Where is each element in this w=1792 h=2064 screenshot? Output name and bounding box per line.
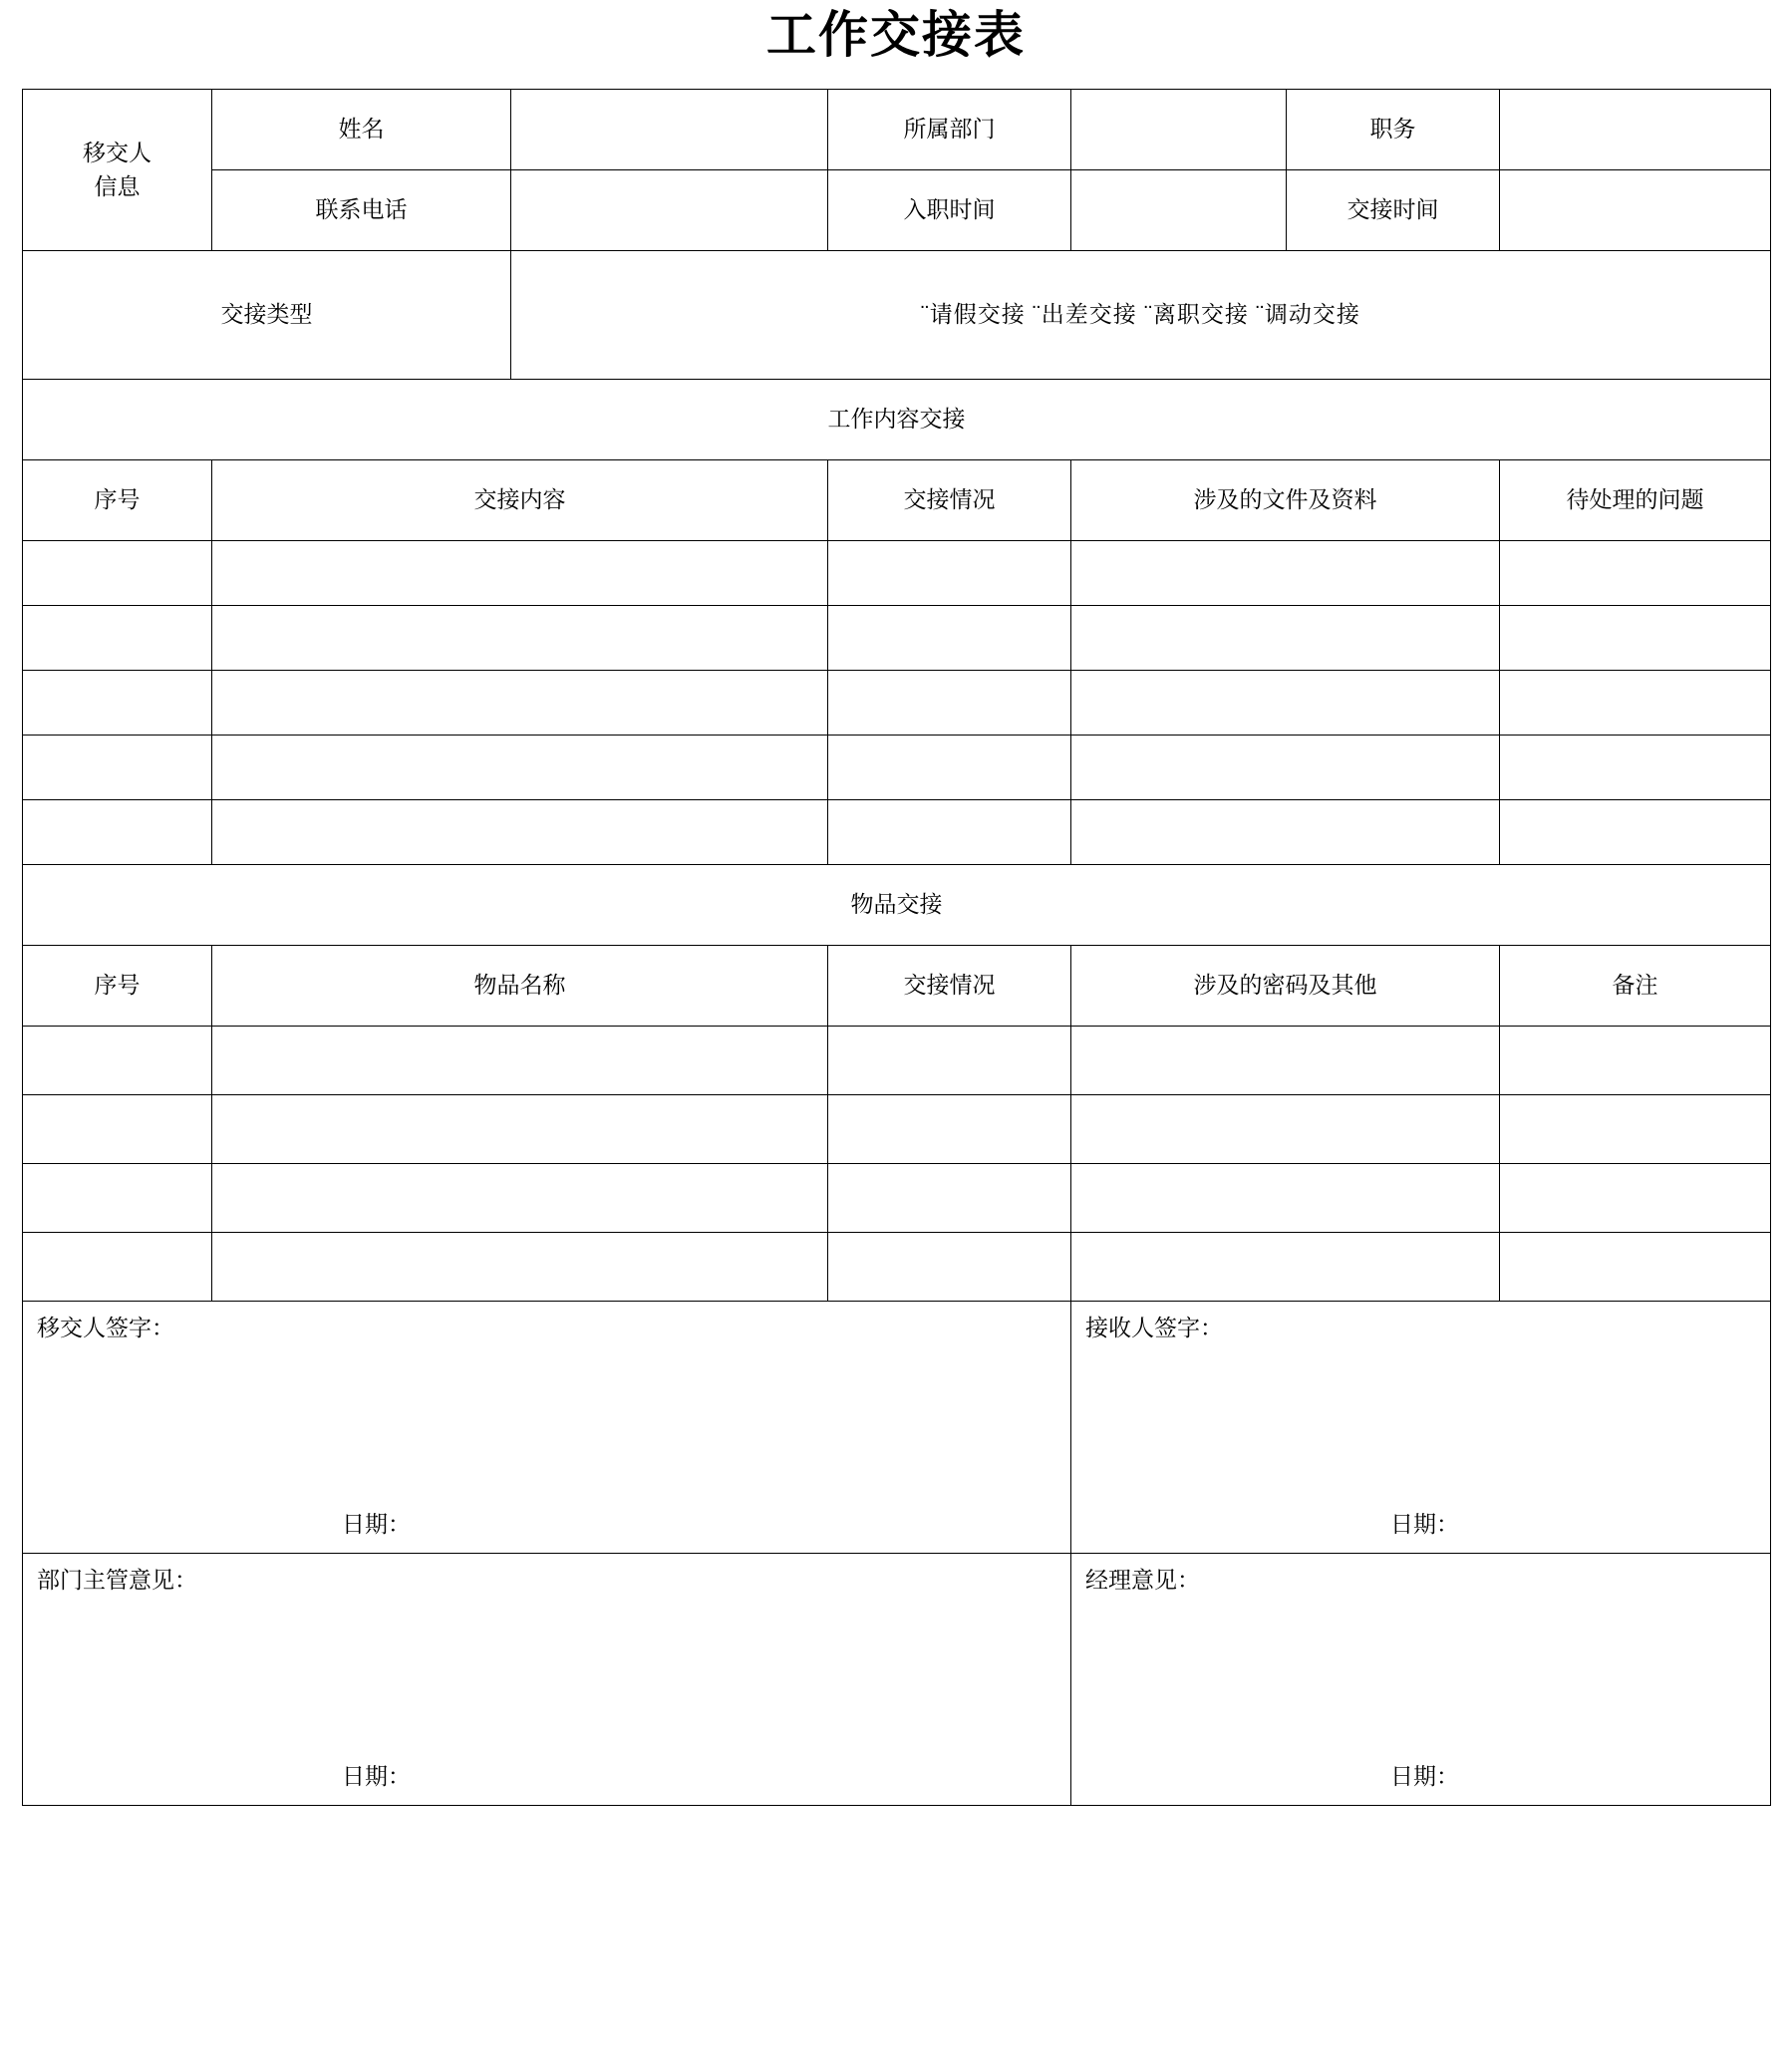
supervisor-opinion-date: 日期： — [342, 1762, 411, 1789]
supervisor-opinion-cell[interactable] — [23, 1554, 1071, 1806]
items-cell-password[interactable] — [1071, 1027, 1500, 1095]
table-row — [23, 1027, 1771, 1095]
transferor-section-label-line1: 移交人 — [83, 140, 151, 166]
table-row — [23, 460, 1771, 541]
work-cell-content[interactable] — [212, 606, 828, 671]
items-header-remark: 备注 — [1500, 946, 1771, 1027]
items-cell-password[interactable] — [1071, 1233, 1500, 1302]
work-cell-pending[interactable] — [1500, 800, 1771, 865]
items-cell-index[interactable] — [23, 1164, 212, 1233]
items-cell-status[interactable] — [828, 1233, 1071, 1302]
work-cell-status[interactable] — [828, 541, 1071, 606]
work-header-status: 交接情况 — [828, 460, 1071, 541]
transferor-signature-cell[interactable] — [23, 1302, 1071, 1554]
work-cell-index[interactable] — [23, 800, 212, 865]
table-row — [23, 1164, 1771, 1233]
table-row — [23, 671, 1771, 736]
items-cell-name[interactable] — [212, 1095, 828, 1164]
transferor-signature-label: 移交人签字： — [37, 1315, 174, 1340]
handover-form-table — [22, 89, 1771, 1806]
work-cell-pending[interactable] — [1500, 606, 1771, 671]
items-section-banner: 物品交接 — [23, 865, 1771, 946]
manager-opinion-cell[interactable] — [1071, 1554, 1771, 1806]
items-cell-password[interactable] — [1071, 1095, 1500, 1164]
receiver-signature-cell[interactable] — [1071, 1302, 1771, 1554]
work-cell-status[interactable] — [828, 671, 1071, 736]
label-name: 姓名 — [212, 90, 511, 170]
field-department-value[interactable] — [1071, 90, 1287, 170]
items-cell-status[interactable] — [828, 1164, 1071, 1233]
items-cell-remark[interactable] — [1500, 1027, 1771, 1095]
work-header-documents: 涉及的文件及资料 — [1071, 460, 1500, 541]
table-row — [23, 541, 1771, 606]
work-cell-content[interactable] — [212, 671, 828, 736]
table-row — [23, 1233, 1771, 1302]
work-cell-index[interactable] — [23, 671, 212, 736]
items-cell-remark[interactable] — [1500, 1164, 1771, 1233]
work-cell-status[interactable] — [828, 606, 1071, 671]
label-handover-type: 交接类型 — [23, 251, 511, 380]
manager-opinion-date: 日期： — [1390, 1762, 1459, 1789]
table-row — [23, 1302, 1771, 1554]
receiver-signature-date: 日期： — [1390, 1510, 1459, 1537]
field-phone-value[interactable] — [511, 170, 828, 251]
work-header-index: 序号 — [23, 460, 212, 541]
label-handover-date: 交接时间 — [1287, 170, 1500, 251]
items-header-name: 物品名称 — [212, 946, 828, 1027]
work-cell-pending[interactable] — [1500, 736, 1771, 800]
items-header-password: 涉及的密码及其他 — [1071, 946, 1500, 1027]
work-cell-pending[interactable] — [1500, 671, 1771, 736]
field-name-value[interactable] — [511, 90, 828, 170]
work-cell-content[interactable] — [212, 800, 828, 865]
work-header-pending: 待处理的问题 — [1500, 460, 1771, 541]
handover-type-options[interactable]: ¨请假交接 ¨出差交接 ¨离职交接 ¨调动交接 — [511, 251, 1771, 380]
items-cell-remark[interactable] — [1500, 1095, 1771, 1164]
transferor-section-label-line2: 信息 — [94, 172, 141, 199]
label-phone: 联系电话 — [212, 170, 511, 251]
items-header-index: 序号 — [23, 946, 212, 1027]
transferor-signature-date: 日期： — [342, 1510, 411, 1537]
work-cell-status[interactable] — [828, 736, 1071, 800]
work-cell-index[interactable] — [23, 736, 212, 800]
table-row — [23, 946, 1771, 1027]
items-cell-name[interactable] — [212, 1027, 828, 1095]
work-cell-pending[interactable] — [1500, 541, 1771, 606]
table-row — [23, 251, 1771, 380]
items-cell-index[interactable] — [23, 1027, 212, 1095]
work-cell-documents[interactable] — [1071, 800, 1500, 865]
work-cell-content[interactable] — [212, 736, 828, 800]
manager-opinion-label: 经理意见： — [1085, 1567, 1200, 1593]
supervisor-opinion-label: 部门主管意见： — [37, 1567, 197, 1593]
items-header-status: 交接情况 — [828, 946, 1071, 1027]
work-cell-documents[interactable] — [1071, 736, 1500, 800]
table-row — [23, 800, 1771, 865]
items-cell-remark[interactable] — [1500, 1233, 1771, 1302]
items-cell-name[interactable] — [212, 1164, 828, 1233]
transferor-section-label — [23, 90, 212, 251]
work-cell-documents[interactable] — [1071, 606, 1500, 671]
work-cell-status[interactable] — [828, 800, 1071, 865]
items-cell-name[interactable] — [212, 1233, 828, 1302]
table-row — [23, 170, 1771, 251]
work-header-content: 交接内容 — [212, 460, 828, 541]
work-cell-index[interactable] — [23, 606, 212, 671]
items-cell-password[interactable] — [1071, 1164, 1500, 1233]
work-section-banner: 工作内容交接 — [23, 380, 1771, 460]
receiver-signature-label: 接收人签字： — [1085, 1315, 1223, 1340]
table-row — [23, 1554, 1771, 1806]
label-department: 所属部门 — [828, 90, 1071, 170]
items-cell-index[interactable] — [23, 1095, 212, 1164]
work-cell-index[interactable] — [23, 541, 212, 606]
field-handover-date-value[interactable] — [1500, 170, 1771, 251]
work-cell-documents[interactable] — [1071, 541, 1500, 606]
label-position: 职务 — [1287, 90, 1500, 170]
items-cell-index[interactable] — [23, 1233, 212, 1302]
table-row — [23, 865, 1771, 946]
label-hire-date: 入职时间 — [828, 170, 1071, 251]
work-cell-documents[interactable] — [1071, 671, 1500, 736]
field-position-value[interactable] — [1500, 90, 1771, 170]
field-hire-date-value[interactable] — [1071, 170, 1287, 251]
table-row — [23, 90, 1771, 170]
table-row — [23, 606, 1771, 671]
table-row — [23, 1095, 1771, 1164]
items-cell-status[interactable] — [828, 1027, 1071, 1095]
items-cell-status[interactable] — [828, 1095, 1071, 1164]
table-row — [23, 380, 1771, 460]
table-row — [23, 736, 1771, 800]
page-title: 工作交接表 — [766, 7, 1026, 63]
work-cell-content[interactable] — [212, 541, 828, 606]
